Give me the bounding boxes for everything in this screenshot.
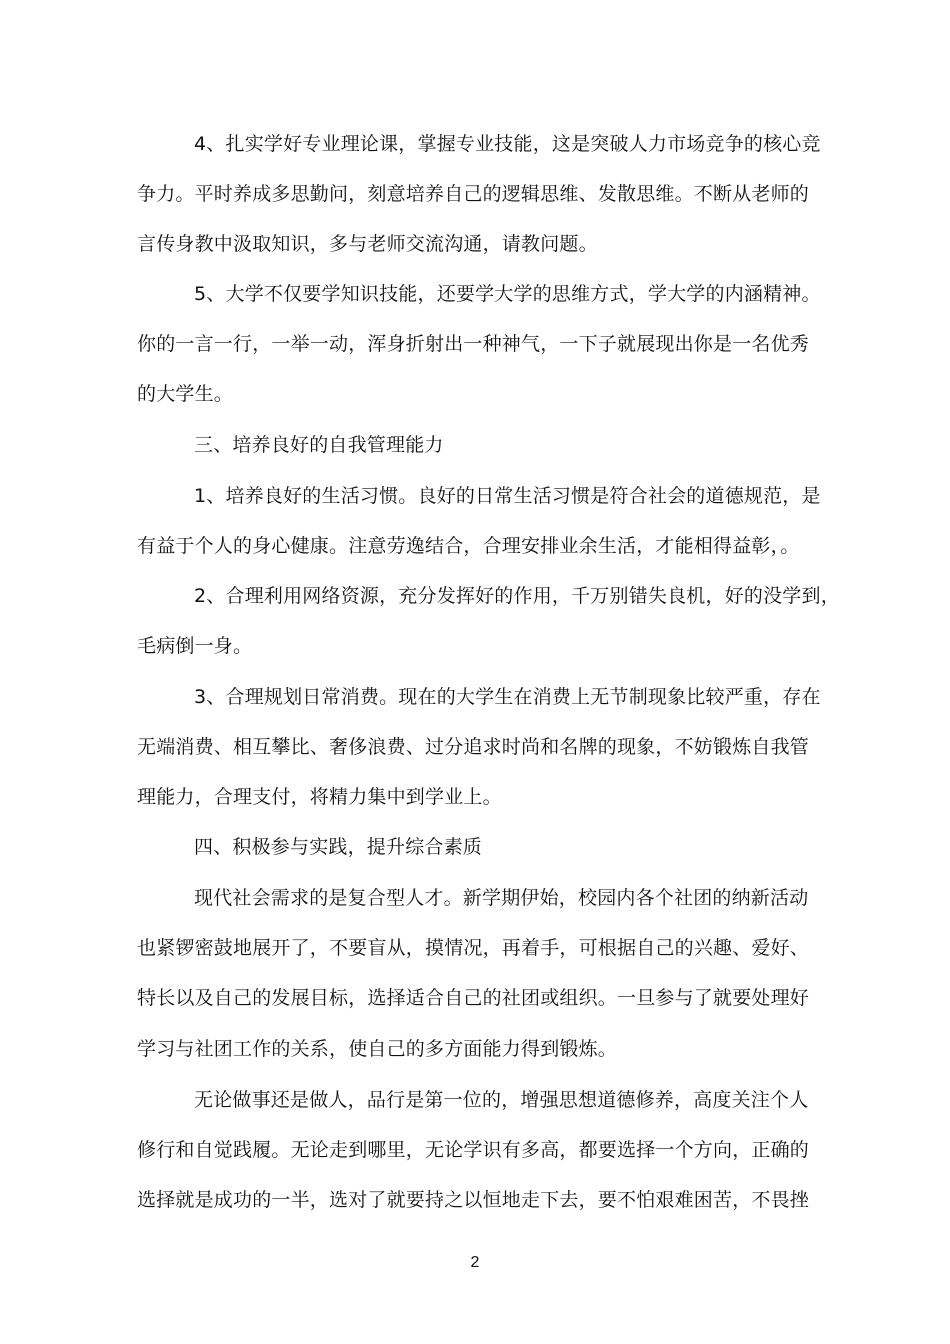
text-line: 现代社会需求的是复合型人才。新学期伊始，校园内各个社团的纳新活动 — [194, 887, 809, 909]
text-line: 5、大学不仅要学知识技能，还要学大学的思维方式，学大学的内涵精神。 — [194, 283, 821, 305]
text-line: 争力。平时养成多思勤问，刻意培养自己的逻辑思维、发散思维。不断从老师的 — [137, 183, 810, 205]
text-line: 3、合理规划日常消费。现在的大学生在消费上无节制现象比较严重，存在 — [194, 686, 821, 708]
text-line: 学习与社团工作的关系，使自己的多方面能力得到锻炼。 — [137, 1038, 618, 1060]
section-heading: 三、培养良好的自我管理能力 — [194, 434, 444, 456]
text-line: 有益于个人的身心健康。注意劳逸结合，合理安排业余生活，才能相得益彰，。 — [137, 535, 800, 557]
text-line: 毛病倒一身。 — [137, 635, 253, 657]
page-number: 2 — [470, 1254, 480, 1271]
text-line: 4、扎实学好专业理论课，掌握专业技能，这是突破人力市场竞争的核心竞 — [194, 133, 821, 155]
text-line: 言传身教中汲取知识，多与老师交流沟通，请教问题。 — [137, 233, 598, 255]
section-heading: 四、积极参与实践，提升综合素质 — [194, 836, 483, 858]
text-line: 也紧锣密鼓地展开了，不要盲从，摸情况，再着手，可根据自己的兴趣、爱好、 — [137, 937, 810, 959]
text-line: 2、合理利用网络资源，充分发挥好的作用，千万别错失良机，好的没学到， — [194, 585, 840, 607]
text-line: 无端消费、相互攀比、奢侈浪费、过分追求时尚和名牌的现象，不妨锻炼自我管 — [137, 736, 810, 758]
text-line: 特长以及自己的发展目标，选择适合自己的社团或组织。一旦参与了就要处理好 — [137, 987, 810, 1009]
text-line: 无论做事还是做人，品行是第一位的，增强思想道德修养，高度关注个人 — [194, 1089, 809, 1111]
text-line: 理能力，合理支付，将精力集中到学业上。 — [137, 786, 502, 808]
text-line: 的大学生。 — [137, 383, 234, 405]
text-line: 修行和自觉践履。无论走到哪里，无论学识有多高，都要选择一个方向，正确的 — [137, 1139, 810, 1161]
text-line: 选择就是成功的一半，选对了就要持之以恒地走下去，要不怕艰难困苦，不畏挫 — [137, 1189, 810, 1211]
text-line: 1、培养良好的生活习惯。良好的日常生活习惯是符合社会的道德规范，是 — [194, 485, 821, 507]
text-line: 你的一言一行，一举一动，浑身折射出一种神气，一下子就展现出你是一名优秀 — [137, 333, 810, 355]
